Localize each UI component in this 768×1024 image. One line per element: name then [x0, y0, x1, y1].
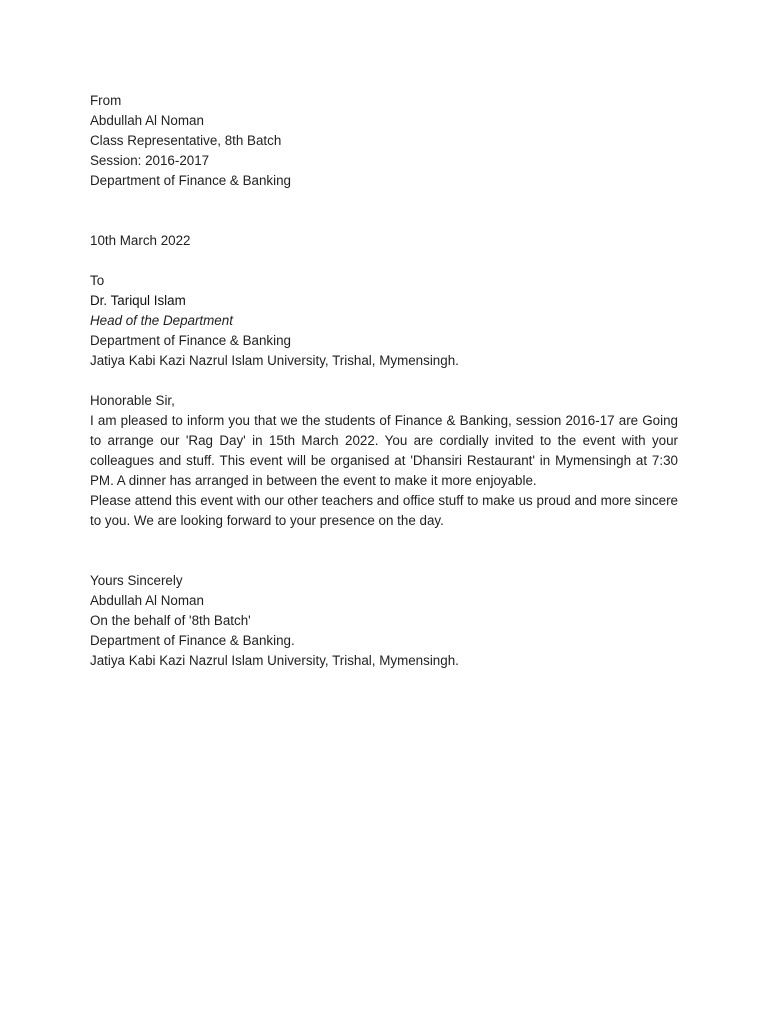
letter-body: [90, 411, 678, 531]
spacer: [90, 371, 678, 391]
closing-name: Abdullah Al Noman: [90, 593, 204, 608]
recipient-department: Department of Finance & Banking: [90, 333, 291, 348]
sender-name: Abdullah Al Noman: [90, 113, 204, 128]
recipient-university: Jatiya Kabi Kazi Nazrul Islam University, Trishal, Mymensingh.: [90, 353, 459, 368]
valediction: Yours Sincerely: [90, 573, 183, 588]
body-paragraph-2: Please attend this event with our other teachers and office stuff to make us proud and more sincere to you. We are looking forward to your presence on the day.: [90, 493, 678, 528]
closing-behalf: On the behalf of '8th Batch': [90, 613, 251, 628]
closing-university: Jatiya Kabi Kazi Nazrul Islam University, Trishal, Mymensingh.: [90, 653, 459, 668]
spacer: [90, 531, 678, 571]
recipient-title: Head of the Department: [90, 313, 233, 328]
recipient-block: [90, 271, 678, 371]
spacer: [90, 251, 678, 271]
sender-title: Class Representative, 8th Batch: [90, 133, 282, 148]
sender-session: Session: 2016-2017: [90, 153, 210, 168]
recipient-name: Dr. Tariqul Islam: [90, 293, 186, 308]
closing-block: [90, 571, 678, 671]
letter-date: 10th March 2022: [90, 233, 191, 248]
closing-department: Department of Finance & Banking.: [90, 633, 295, 648]
from-label: From: [90, 93, 122, 108]
sender-block: [90, 91, 678, 191]
sender-department: Department of Finance & Banking: [90, 173, 291, 188]
body-paragraph-1: I am pleased to inform you that we the students of Finance & Banking, session 2016-17 are Going to arrange our 'Rag Day' in 15th March 2022. You are cordially invited to the event with your colleagues and stuff. This event will be organised at 'Dhansiri Restaurant' in Mymensingh at 7:30 PM. A dinner has arranged in between the event to make it more enjoyable.: [90, 413, 678, 488]
spacer: [90, 191, 678, 231]
to-label: To: [90, 273, 105, 288]
salutation: Honorable Sir,: [90, 393, 175, 408]
letter: [90, 91, 678, 671]
